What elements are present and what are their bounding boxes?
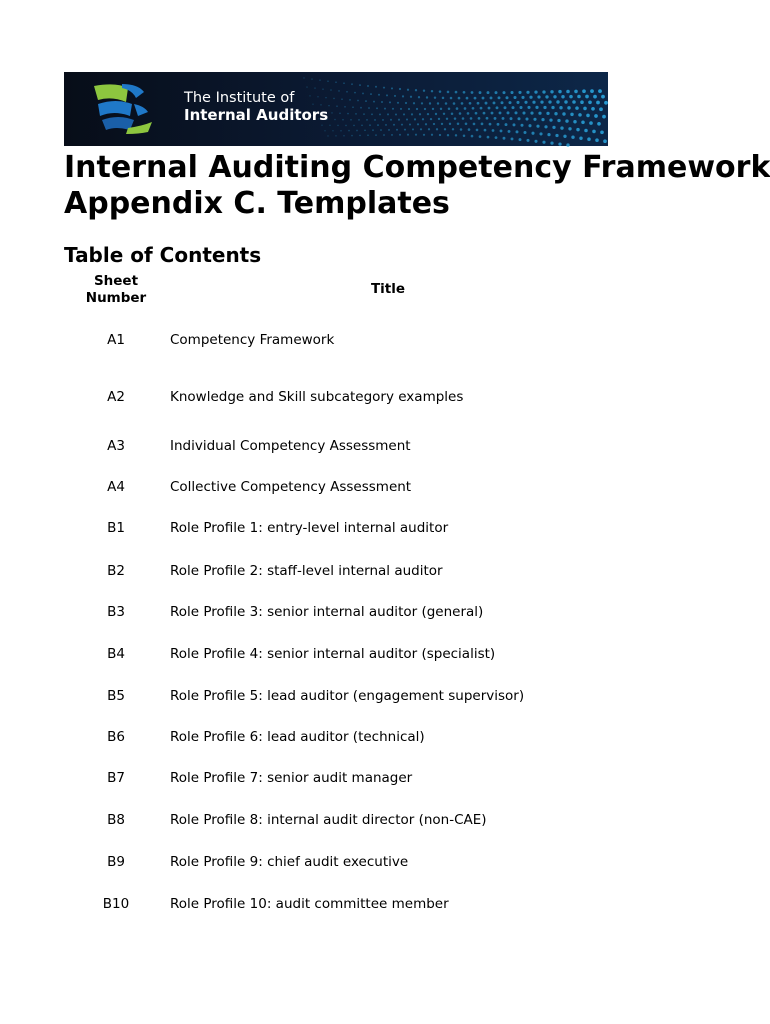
table-row[interactable]: [0, 894, 768, 914]
document-heading: [64, 150, 770, 222]
table-row[interactable]: [0, 477, 768, 497]
sheet-title-link[interactable]: Role Profile 2: staff-level internal auditor: [170, 563, 443, 579]
sheet-number-cell: B5: [107, 688, 125, 704]
table-row[interactable]: [0, 330, 768, 350]
sheet-number-cell: B9: [107, 854, 125, 870]
sheet-number-cell: B1: [107, 520, 125, 536]
sheet-number-cell: B3: [107, 604, 125, 620]
table-row[interactable]: [0, 686, 768, 706]
sheet-title-link[interactable]: Role Profile 7: senior audit manager: [170, 770, 413, 786]
table-row[interactable]: [0, 387, 768, 407]
table-row[interactable]: [0, 561, 768, 581]
table-row[interactable]: [0, 768, 768, 788]
iia-banner: [64, 72, 608, 146]
table-row[interactable]: [0, 810, 768, 830]
sheet-number-cell: B7: [107, 770, 125, 786]
sheet-title-link[interactable]: Role Profile 1: entry-level internal auditor: [170, 520, 449, 536]
sheet-title-link[interactable]: Knowledge and Skill subcategory examples: [170, 389, 464, 405]
column-header-title: Title: [370, 281, 406, 297]
sheet-title-link[interactable]: Role Profile 6: lead auditor (technical): [170, 729, 425, 745]
column-header-sheet-number: [70, 273, 162, 307]
column-header-sheet-line-1: Sheet: [93, 273, 139, 289]
heading-line-1: Internal Auditing Competency Framework: [64, 150, 770, 185]
table-row[interactable]: [0, 518, 768, 538]
sheet-number-cell: B8: [107, 812, 125, 828]
sheet-number-cell: B6: [107, 729, 125, 745]
sheet-number-cell: A2: [107, 389, 125, 405]
table-row[interactable]: [0, 644, 768, 664]
heading-line-2: Appendix C. Templates: [64, 186, 450, 221]
sheet-title-link[interactable]: Role Profile 9: chief audit executive: [170, 854, 409, 870]
sheet-title-link[interactable]: Role Profile 4: senior internal auditor (specialist): [170, 646, 496, 662]
column-header-sheet-line-2: Number: [85, 290, 147, 306]
table-row[interactable]: [0, 852, 768, 872]
table-row[interactable]: [0, 727, 768, 747]
sheet-title-link[interactable]: Role Profile 5: lead auditor (engagement supervisor): [170, 688, 525, 704]
sheet-number-cell: B2: [107, 563, 125, 579]
table-row[interactable]: [0, 602, 768, 622]
sheet-number-cell: A4: [107, 479, 125, 495]
sheet-title-link[interactable]: Individual Competency Assessment: [170, 438, 411, 454]
sheet-number-cell: A3: [107, 438, 125, 454]
sheet-title-link[interactable]: Role Profile 8: internal audit director (non-CAE): [170, 812, 487, 828]
sheet-title-link[interactable]: Role Profile 10: audit committee member: [170, 896, 449, 912]
sheet-number-cell: B10: [102, 896, 130, 912]
iia-wordmark: [184, 90, 328, 124]
toc-title: Table of Contents: [64, 243, 262, 267]
sheet-title-link[interactable]: Collective Competency Assessment: [170, 479, 412, 495]
logo-line-2: Internal Auditors: [184, 106, 329, 124]
banner-graphic: [64, 72, 608, 146]
logo-line-1: The Institute of: [184, 90, 295, 106]
table-row[interactable]: [0, 436, 768, 456]
sheet-title-link[interactable]: Competency Framework: [170, 332, 335, 348]
sheet-title-link[interactable]: Role Profile 3: senior internal auditor (general): [170, 604, 484, 620]
sheet-number-cell: B4: [107, 646, 125, 662]
sheet-number-cell: A1: [107, 332, 125, 348]
